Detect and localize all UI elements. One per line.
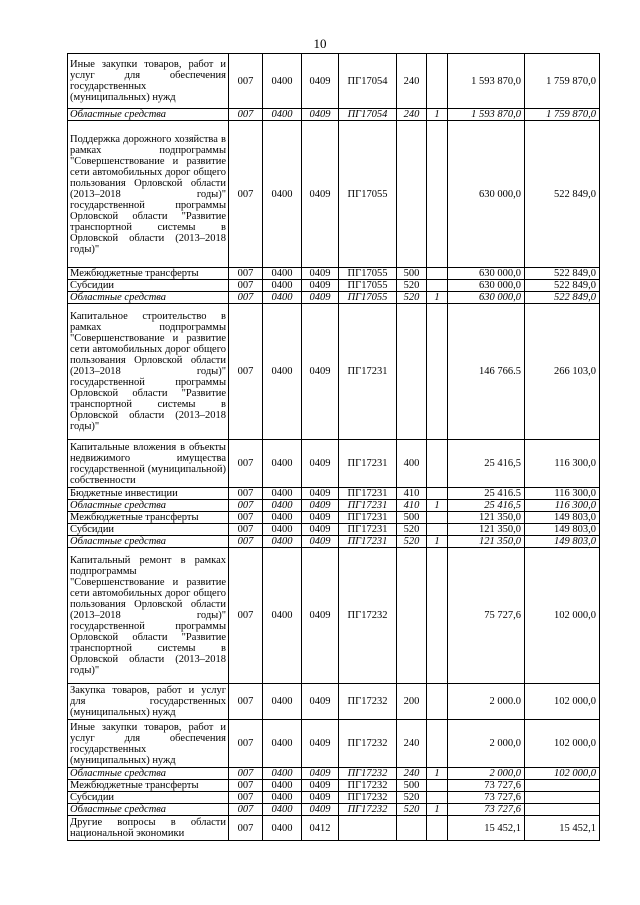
section-code-cell: 0400 [263, 54, 302, 109]
amount-year-1-cell: 25 416,5 [448, 440, 525, 488]
table-row [68, 816, 600, 841]
table-row [68, 524, 600, 536]
section-code-cell: 0400 [263, 536, 302, 548]
amount-year-1-cell: 630 000,0 [448, 121, 525, 268]
expense-type-cell [397, 304, 427, 440]
subsection-code-cell: 0409 [302, 512, 339, 524]
subsection-code-cell: 0409 [302, 121, 339, 268]
amount-year-1-cell: 1 593 870,0 [448, 109, 525, 121]
funding-source-cell [427, 488, 448, 500]
amount-year-1-cell: 630 000,0 [448, 280, 525, 292]
subsection-code-cell: 0409 [302, 536, 339, 548]
funding-source-cell [427, 816, 448, 841]
expense-type-cell: 520 [397, 792, 427, 804]
amount-year-2-cell: 102 000,0 [525, 684, 600, 720]
ministry-code-cell: 007 [229, 548, 263, 684]
subsection-code-cell: 0409 [302, 548, 339, 684]
expense-type-cell: 240 [397, 768, 427, 780]
subsection-code-cell: 0409 [302, 500, 339, 512]
funding-source-cell [427, 268, 448, 280]
row-name-cell: Областные средства [68, 109, 229, 121]
amount-year-2-cell: 102 000,0 [525, 720, 600, 768]
amount-year-1-cell: 121 350,0 [448, 512, 525, 524]
ministry-code-cell: 007 [229, 524, 263, 536]
table-row [68, 292, 600, 304]
funding-source-cell: 1 [427, 500, 448, 512]
ministry-code-cell: 007 [229, 488, 263, 500]
table-body [68, 54, 600, 841]
ministry-code-cell: 007 [229, 780, 263, 792]
row-name-cell: Областные средства [68, 500, 229, 512]
expense-type-cell: 410 [397, 488, 427, 500]
subsection-code-cell: 0409 [302, 804, 339, 816]
ministry-code-cell: 007 [229, 684, 263, 720]
section-code-cell: 0400 [263, 500, 302, 512]
amount-year-1-cell: 15 452,1 [448, 816, 525, 841]
row-name-cell: Другие вопросы в области национальной экономики [68, 816, 229, 841]
funding-source-cell [427, 780, 448, 792]
funding-source-cell [427, 792, 448, 804]
amount-year-2-cell: 102 000,0 [525, 548, 600, 684]
ministry-code-cell: 007 [229, 292, 263, 304]
subsection-code-cell: 0409 [302, 684, 339, 720]
row-name-cell: Межбюджетные трансферты [68, 512, 229, 524]
section-code-cell: 0400 [263, 488, 302, 500]
expense-type-cell: 520 [397, 292, 427, 304]
section-code-cell: 0400 [263, 304, 302, 440]
table-row [68, 500, 600, 512]
target-article-cell: ПГ17231 [339, 500, 397, 512]
table-row [68, 121, 600, 268]
funding-source-cell [427, 524, 448, 536]
subsection-code-cell: 0409 [302, 768, 339, 780]
row-name-cell: Межбюджетные трансферты [68, 268, 229, 280]
target-article-cell: ПГ17232 [339, 792, 397, 804]
ministry-code-cell: 007 [229, 54, 263, 109]
page-number: 10 [313, 36, 327, 51]
subsection-code-cell: 0409 [302, 109, 339, 121]
table-row [68, 548, 600, 684]
amount-year-1-cell: 73 727,6 [448, 792, 525, 804]
target-article-cell: ПГ17055 [339, 268, 397, 280]
table-row [68, 768, 600, 780]
row-name-cell: Закупка товаров, работ и услуг для государственных (муниципальных) нужд [68, 684, 229, 720]
amount-year-1-cell: 1 593 870,0 [448, 54, 525, 109]
amount-year-2-cell: 522 849,0 [525, 268, 600, 280]
table-row [68, 109, 600, 121]
ministry-code-cell: 007 [229, 816, 263, 841]
subsection-code-cell: 0409 [302, 720, 339, 768]
row-name-cell: Иные закупки товаров, работ и услуг для обеспечения государственных (муниципальных) нужд [68, 54, 229, 109]
ministry-code-cell: 007 [229, 792, 263, 804]
amount-year-2-cell [525, 792, 600, 804]
expense-type-cell [397, 816, 427, 841]
section-code-cell: 0400 [263, 684, 302, 720]
target-article-cell: ПГ17054 [339, 54, 397, 109]
section-code-cell: 0400 [263, 768, 302, 780]
target-article-cell: ПГ17232 [339, 684, 397, 720]
ministry-code-cell: 007 [229, 109, 263, 121]
section-code-cell: 0400 [263, 780, 302, 792]
amount-year-1-cell: 146 766.5 [448, 304, 525, 440]
ministry-code-cell: 007 [229, 268, 263, 280]
funding-source-cell [427, 54, 448, 109]
expense-type-cell: 500 [397, 780, 427, 792]
table-row [68, 488, 600, 500]
table-row [68, 792, 600, 804]
section-code-cell: 0400 [263, 440, 302, 488]
table-row [68, 268, 600, 280]
expense-type-cell: 200 [397, 684, 427, 720]
section-code-cell: 0400 [263, 816, 302, 841]
ministry-code-cell: 007 [229, 500, 263, 512]
target-article-cell: ПГ17054 [339, 109, 397, 121]
expense-type-cell: 520 [397, 536, 427, 548]
amount-year-2-cell [525, 780, 600, 792]
subsection-code-cell: 0409 [302, 304, 339, 440]
subsection-code-cell: 0409 [302, 524, 339, 536]
row-name-cell: Межбюджетные трансферты [68, 780, 229, 792]
amount-year-2-cell: 116 300,0 [525, 488, 600, 500]
amount-year-2-cell: 149 803,0 [525, 512, 600, 524]
subsection-code-cell: 0409 [302, 268, 339, 280]
subsection-code-cell: 0409 [302, 54, 339, 109]
amount-year-1-cell: 75 727,6 [448, 548, 525, 684]
amount-year-1-cell: 73 727,6 [448, 780, 525, 792]
amount-year-1-cell: 630 000,0 [448, 268, 525, 280]
subsection-code-cell: 0409 [302, 792, 339, 804]
expense-type-cell: 240 [397, 54, 427, 109]
amount-year-1-cell: 121 350,0 [448, 524, 525, 536]
subsection-code-cell: 0409 [302, 280, 339, 292]
ministry-code-cell: 007 [229, 720, 263, 768]
expense-type-cell: 240 [397, 720, 427, 768]
table-row [68, 440, 600, 488]
subsection-code-cell: 0409 [302, 440, 339, 488]
target-article-cell: ПГ17232 [339, 780, 397, 792]
target-article-cell: ПГ17231 [339, 536, 397, 548]
target-article-cell: ПГ17055 [339, 292, 397, 304]
expense-type-cell: 410 [397, 500, 427, 512]
ministry-code-cell: 007 [229, 440, 263, 488]
amount-year-1-cell: 2 000,0 [448, 720, 525, 768]
row-name-cell: Областные средства [68, 536, 229, 548]
expense-type-cell: 500 [397, 268, 427, 280]
amount-year-2-cell: 15 452,1 [525, 816, 600, 841]
amount-year-2-cell: 1 759 870,0 [525, 109, 600, 121]
target-article-cell: ПГ17231 [339, 440, 397, 488]
funding-source-cell [427, 440, 448, 488]
ministry-code-cell: 007 [229, 512, 263, 524]
target-article-cell: ПГ17231 [339, 488, 397, 500]
amount-year-2-cell: 149 803,0 [525, 536, 600, 548]
table-row [68, 512, 600, 524]
amount-year-2-cell: 1 759 870,0 [525, 54, 600, 109]
section-code-cell: 0400 [263, 804, 302, 816]
ministry-code-cell: 007 [229, 768, 263, 780]
row-name-cell: Субсидии [68, 792, 229, 804]
section-code-cell: 0400 [263, 280, 302, 292]
ministry-code-cell: 007 [229, 121, 263, 268]
target-article-cell: ПГ17055 [339, 280, 397, 292]
amount-year-2-cell: 149 803,0 [525, 524, 600, 536]
section-code-cell: 0400 [263, 720, 302, 768]
amount-year-1-cell: 25 416.5 [448, 488, 525, 500]
amount-year-2-cell: 522 849,0 [525, 121, 600, 268]
target-article-cell: ПГ17232 [339, 768, 397, 780]
expense-type-cell: 240 [397, 109, 427, 121]
target-article-cell: ПГ17231 [339, 512, 397, 524]
expense-type-cell: 520 [397, 280, 427, 292]
section-code-cell: 0400 [263, 121, 302, 268]
expense-type-cell [397, 121, 427, 268]
section-code-cell: 0400 [263, 268, 302, 280]
expense-type-cell: 500 [397, 512, 427, 524]
row-name-cell: Областные средства [68, 804, 229, 816]
target-article-cell: ПГ17232 [339, 548, 397, 684]
table-row [68, 780, 600, 792]
subsection-code-cell: 0412 [302, 816, 339, 841]
amount-year-1-cell: 2 000.0 [448, 684, 525, 720]
budget-table [67, 53, 600, 841]
funding-source-cell [427, 121, 448, 268]
subsection-code-cell: 0409 [302, 780, 339, 792]
target-article-cell: ПГ17055 [339, 121, 397, 268]
table-row [68, 804, 600, 816]
subsection-code-cell: 0409 [302, 488, 339, 500]
row-name-cell: Бюджетные инвестиции [68, 488, 229, 500]
ministry-code-cell: 007 [229, 536, 263, 548]
amount-year-2-cell: 102 000,0 [525, 768, 600, 780]
table-row [68, 54, 600, 109]
funding-source-cell: 1 [427, 292, 448, 304]
section-code-cell: 0400 [263, 524, 302, 536]
table-row [68, 280, 600, 292]
amount-year-1-cell: 630 000,0 [448, 292, 525, 304]
amount-year-2-cell: 522 849,0 [525, 280, 600, 292]
amount-year-1-cell: 2 000,0 [448, 768, 525, 780]
row-name-cell: Субсидии [68, 524, 229, 536]
funding-source-cell: 1 [427, 804, 448, 816]
target-article-cell [339, 816, 397, 841]
expense-type-cell: 520 [397, 804, 427, 816]
section-code-cell: 0400 [263, 548, 302, 684]
amount-year-2-cell: 522 849,0 [525, 292, 600, 304]
amount-year-1-cell: 25 416,5 [448, 500, 525, 512]
funding-source-cell [427, 512, 448, 524]
section-code-cell: 0400 [263, 292, 302, 304]
expense-type-cell: 400 [397, 440, 427, 488]
expense-type-cell [397, 548, 427, 684]
amount-year-2-cell: 266 103,0 [525, 304, 600, 440]
row-name-cell: Капитальные вложения в объекты недвижимого имущества государственной (муниципальной) собственности [68, 440, 229, 488]
expense-type-cell: 520 [397, 524, 427, 536]
table-row [68, 304, 600, 440]
target-article-cell: ПГ17232 [339, 804, 397, 816]
ministry-code-cell: 007 [229, 280, 263, 292]
row-name-cell: Областные средства [68, 768, 229, 780]
section-code-cell: 0400 [263, 512, 302, 524]
table-row [68, 684, 600, 720]
funding-source-cell: 1 [427, 768, 448, 780]
target-article-cell: ПГ17231 [339, 304, 397, 440]
row-name-cell: Капитальный ремонт в рамках подпрограммы "Совершенствование и развитие сети автомобильных дорог общего пользования Орловской области (2013–2018 годы)" государственной программы Орловской области "Развитие транспортной системы в Орловской области (2013–2018 годы)" [68, 548, 229, 684]
funding-source-cell: 1 [427, 109, 448, 121]
amount-year-2-cell: 116 300,0 [525, 440, 600, 488]
amount-year-1-cell: 121 350,0 [448, 536, 525, 548]
row-name-cell: Поддержка дорожного хозяйства в рамках подпрограммы "Совершенствование и развитие сети автомобильных дорог общего пользования Орловской области (2013–2018 годы)" государственной программы Орловской области "Развитие транспортной системы в Орловской области (2013–2018 годы)" [68, 121, 229, 268]
funding-source-cell: 1 [427, 536, 448, 548]
amount-year-1-cell: 73 727,6 [448, 804, 525, 816]
amount-year-2-cell [525, 804, 600, 816]
amount-year-2-cell: 116 300,0 [525, 500, 600, 512]
table-row [68, 536, 600, 548]
section-code-cell: 0400 [263, 792, 302, 804]
row-name-cell: Иные закупки товаров, работ и услуг для обеспечения государственных (муниципальных) нужд [68, 720, 229, 768]
funding-source-cell [427, 280, 448, 292]
funding-source-cell [427, 720, 448, 768]
row-name-cell: Субсидии [68, 280, 229, 292]
row-name-cell: Капитальное строительство в рамках подпрограммы "Совершенствование и развитие сети автомобильных дорог общего пользования Орловской области (2013–2018 годы)" государственной программы Орловской области "Развитие транспортной системы в Орловской области (2013–2018 годы)" [68, 304, 229, 440]
target-article-cell: ПГ17232 [339, 720, 397, 768]
ministry-code-cell: 007 [229, 804, 263, 816]
target-article-cell: ПГ17231 [339, 524, 397, 536]
ministry-code-cell: 007 [229, 304, 263, 440]
subsection-code-cell: 0409 [302, 292, 339, 304]
table-row [68, 720, 600, 768]
section-code-cell: 0400 [263, 109, 302, 121]
funding-source-cell [427, 548, 448, 684]
funding-source-cell [427, 304, 448, 440]
funding-source-cell [427, 684, 448, 720]
row-name-cell: Областные средства [68, 292, 229, 304]
